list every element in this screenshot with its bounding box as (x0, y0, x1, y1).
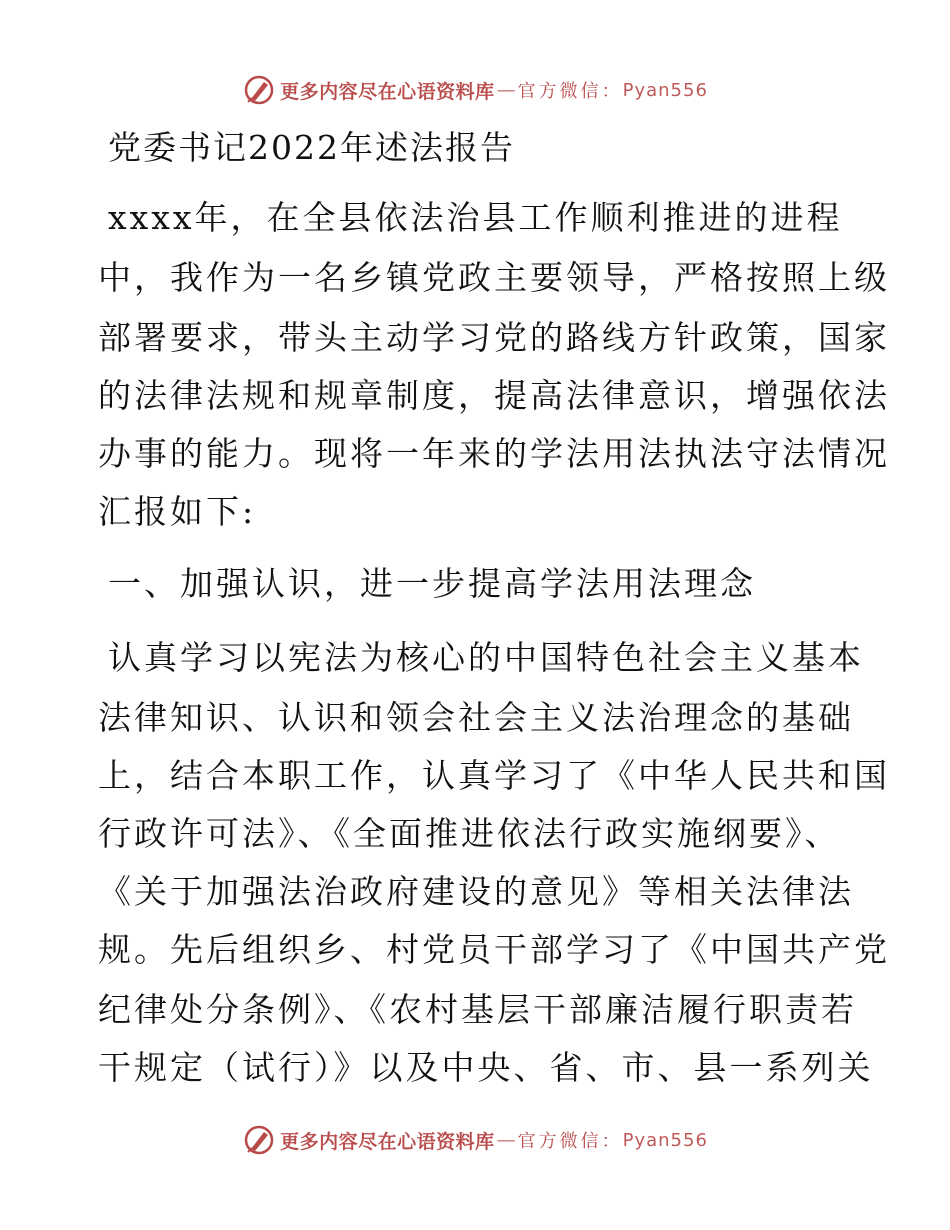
section-heading: 一、加强认识，进一步提高学法用法理念 (108, 564, 756, 603)
watermark-label: 官方微信： (517, 1131, 623, 1152)
paragraph-line: 认真学习以宪法为核心的中国特色社会主义基本 (108, 638, 864, 677)
watermark-text: 更多内容尽在心语资料库 (280, 1130, 495, 1153)
watermark-separator: — (496, 79, 516, 101)
paragraph-line: 规。先后组织乡、村党员干部学习了《中国共产党 (98, 930, 890, 969)
paragraph-line: 上，结合本职工作，认真学习了《中华人民共和国 (98, 756, 890, 795)
header-watermark (0, 70, 950, 110)
watermark-wechat-id: Pyan556 (622, 79, 708, 101)
paragraph-line: 部署要求，带头主动学习党的路线方针政策，国家 (98, 318, 890, 357)
watermark-text: 更多内容尽在心语资料库 (280, 80, 495, 103)
paragraph-line: 的法律法规和规章制度，提高法律意识，增强依法 (98, 376, 890, 415)
paragraph-line: xxxx年，在全县依法治县工作顺利推进的进程 (108, 198, 843, 237)
watermark-wechat-id: Pyan556 (622, 1129, 708, 1151)
document-title: 党委书记2022年述法报告 (108, 128, 515, 167)
paragraph-line: 纪律处分条例》、《农村基层干部廉洁履行职责若 (98, 990, 857, 1029)
footer-watermark (0, 1120, 950, 1160)
paragraph-line: 法律知识、认识和领会社会主义法治理念的基础 (98, 698, 854, 737)
paragraph-line: 中，我作为一名乡镇党政主要领导，严格按照上级 (98, 258, 890, 297)
watermark-separator: — (496, 1129, 516, 1151)
quill-pen-circle-icon (242, 1123, 276, 1157)
paragraph-line: 行政许可法》、《全面推进依法行政实施纲要》、 (98, 814, 841, 853)
quill-pen-circle-icon (242, 73, 276, 107)
paragraph-line: 《关于加强法治政府建设的意见》等相关法律法 (98, 872, 854, 911)
paragraph-line: 办事的能力。现将一年来的学法用法执法守法情况 (98, 434, 890, 473)
watermark-label: 官方微信： (517, 81, 623, 102)
paragraph-line: 干规定（试行）》以及中央、省、市、县一系列关 (98, 1048, 874, 1087)
paragraph-line: 汇报如下: (98, 492, 257, 531)
